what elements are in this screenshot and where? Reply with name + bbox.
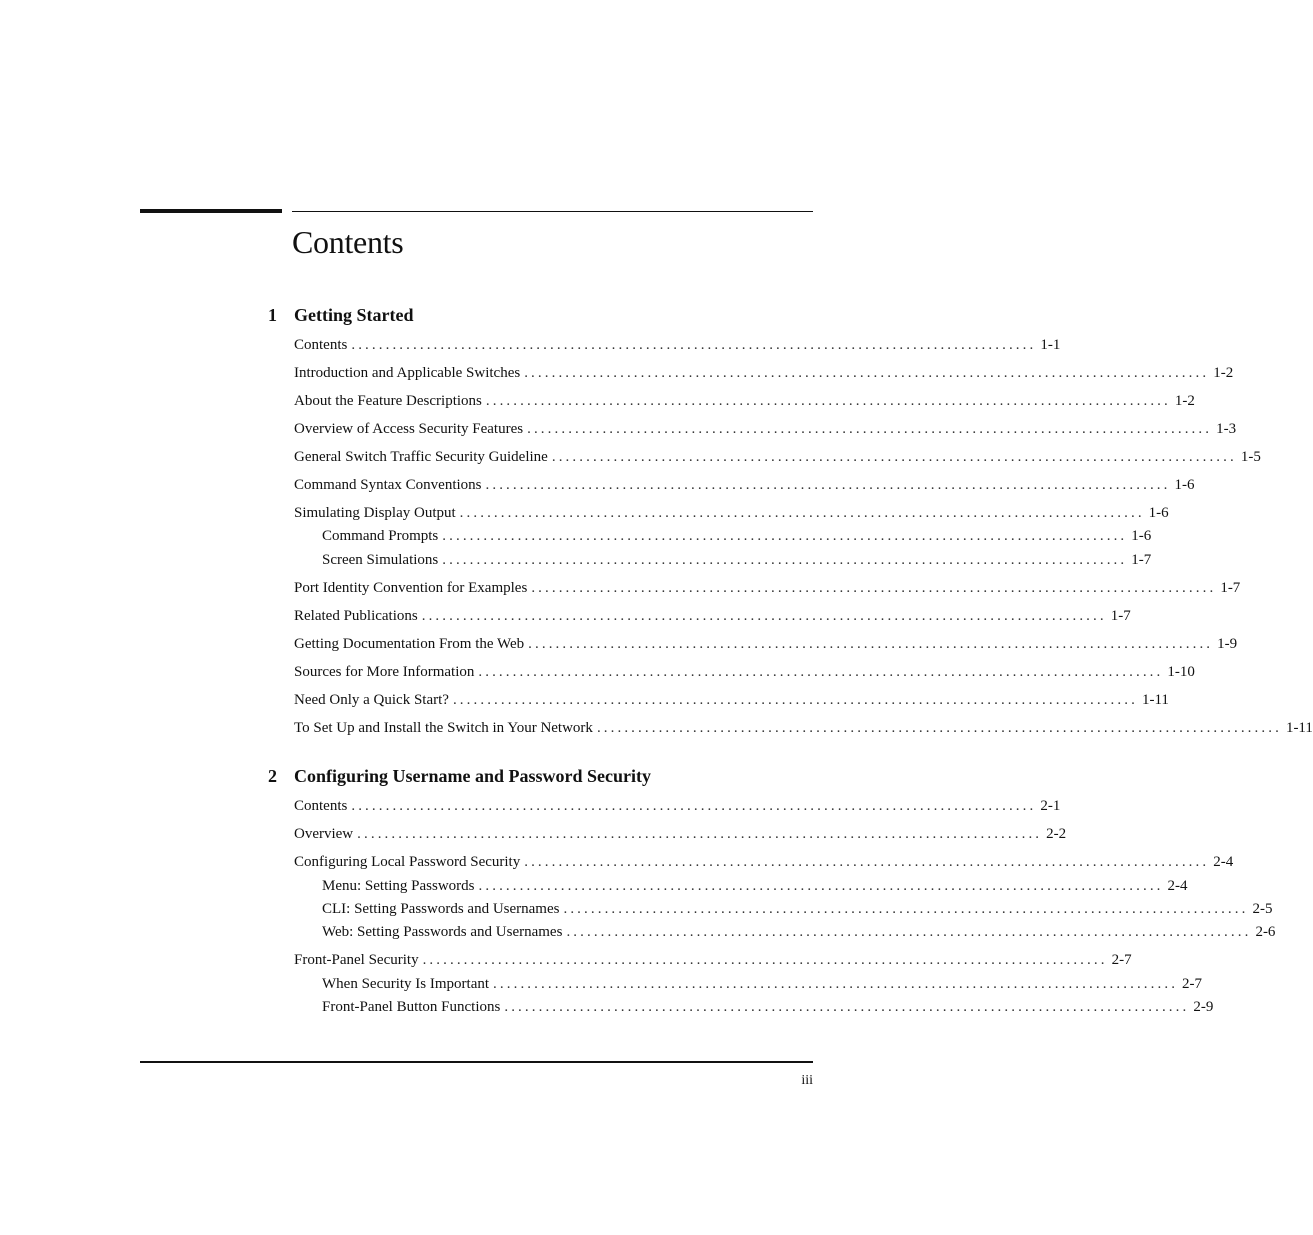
toc-entry-label: CLI: Setting Passwords and Usernames bbox=[322, 901, 560, 917]
header-rule-thin bbox=[292, 211, 813, 212]
toc-entry-label: Overview of Access Security Features bbox=[294, 421, 524, 437]
dot-leader: .................................................................................................... bbox=[563, 901, 1249, 917]
dot-leader: .................................................................................................... bbox=[566, 924, 1252, 940]
toc-entry-page: 1-5 bbox=[1240, 449, 1261, 465]
toc-entry-page: 2-4 bbox=[1167, 878, 1188, 894]
toc-entry-page: 1-1 bbox=[1040, 337, 1061, 353]
toc-entry[interactable] bbox=[294, 824, 1067, 844]
dot-leader: .................................................................................................... bbox=[442, 552, 1128, 568]
toc-entry-page: 1-6 bbox=[1174, 477, 1195, 493]
toc-entry-label: Command Syntax Conventions bbox=[294, 477, 482, 493]
dot-leader: .................................................................................................... bbox=[485, 477, 1171, 493]
dot-leader: .................................................................................................... bbox=[527, 421, 1213, 437]
toc-entry-label: Overview bbox=[294, 826, 354, 842]
dot-leader: .................................................................................................... bbox=[528, 636, 1214, 652]
toc-entry-label: Contents bbox=[294, 337, 348, 353]
dot-leader: .................................................................................................... bbox=[452, 692, 1138, 708]
dot-leader: .................................................................................................... bbox=[596, 720, 1282, 736]
toc-entry-label: Screen Simulations bbox=[322, 552, 439, 568]
toc-entry-label: Contents bbox=[294, 798, 348, 814]
dot-leader: .................................................................................................... bbox=[478, 664, 1164, 680]
toc-entry[interactable] bbox=[294, 606, 1131, 626]
toc-entry-label: Sources for More Information bbox=[294, 664, 475, 680]
toc-entry-label: Front-Panel Security bbox=[294, 952, 419, 968]
toc-entry-page: 1-6 bbox=[1131, 528, 1152, 544]
chapter-number: 1 bbox=[268, 305, 277, 325]
dot-leader: .................................................................................................... bbox=[421, 608, 1107, 624]
dot-leader: .................................................................................................... bbox=[351, 798, 1037, 814]
toc-entry[interactable] bbox=[294, 503, 1169, 523]
dot-leader: .................................................................................................... bbox=[485, 393, 1171, 409]
toc-entry-page: 1-2 bbox=[1174, 393, 1195, 409]
dot-leader: .................................................................................................... bbox=[357, 826, 1043, 842]
toc-entry[interactable] bbox=[294, 690, 1169, 710]
toc-entry-label: Command Prompts bbox=[322, 528, 439, 544]
toc-entry[interactable] bbox=[294, 662, 1195, 682]
toc-entry-page: 2-4 bbox=[1213, 854, 1234, 870]
toc-entry-page: 1-9 bbox=[1217, 636, 1238, 652]
footer-page-number: iii bbox=[801, 1073, 813, 1088]
toc-entry-page: 1-6 bbox=[1148, 505, 1169, 521]
dot-leader: .................................................................................................... bbox=[504, 999, 1190, 1015]
toc-subentry[interactable] bbox=[322, 997, 1214, 1017]
chapter-number: 2 bbox=[268, 766, 277, 786]
toc-entry-page: 2-1 bbox=[1040, 798, 1061, 814]
toc-entry-label: Web: Setting Passwords and Usernames bbox=[322, 924, 563, 940]
dot-leader: .................................................................................................... bbox=[478, 878, 1164, 894]
dot-leader: .................................................................................................... bbox=[524, 365, 1210, 381]
dot-leader: .................................................................................................... bbox=[493, 976, 1179, 992]
dot-leader: .................................................................................................... bbox=[551, 449, 1237, 465]
page-title: Contents bbox=[292, 224, 404, 260]
toc-subentry[interactable] bbox=[322, 876, 1188, 896]
toc-entry-page: 1-10 bbox=[1167, 664, 1195, 680]
toc-entry-label: Simulating Display Output bbox=[294, 505, 456, 521]
toc-subentry[interactable] bbox=[322, 550, 1152, 570]
toc-entry-page: 2-2 bbox=[1046, 826, 1067, 842]
toc-entry-page: 1-11 bbox=[1141, 692, 1169, 708]
toc-entry-page: 1-7 bbox=[1110, 608, 1131, 624]
chapter-heading[interactable] bbox=[266, 304, 811, 326]
toc-entry[interactable] bbox=[294, 391, 1195, 411]
dot-leader: .................................................................................................... bbox=[531, 580, 1217, 596]
toc-entry[interactable] bbox=[294, 718, 1313, 738]
toc-entry-label: Introduction and Applicable Switches bbox=[294, 365, 521, 381]
toc-entry-page: 2-6 bbox=[1255, 924, 1276, 940]
toc-subentry[interactable] bbox=[322, 526, 1152, 546]
toc-entry-label: To Set Up and Install the Switch in Your Network bbox=[294, 720, 593, 736]
chapter-title: Configuring Username and Password Security bbox=[294, 766, 652, 786]
chapter-title: Getting Started bbox=[294, 305, 414, 325]
toc-subentry[interactable] bbox=[322, 922, 1276, 942]
toc-entry[interactable] bbox=[294, 419, 1237, 439]
toc-entry-label: When Security Is Important bbox=[322, 976, 490, 992]
toc-entry-label: Menu: Setting Passwords bbox=[322, 878, 475, 894]
toc-subentry[interactable] bbox=[322, 974, 1203, 994]
toc-entry[interactable] bbox=[294, 335, 1061, 355]
toc-subentry[interactable] bbox=[322, 899, 1273, 919]
dot-leader: .................................................................................................... bbox=[459, 505, 1145, 521]
toc-entry-page: 2-5 bbox=[1252, 901, 1273, 917]
dot-leader: .................................................................................................... bbox=[442, 528, 1128, 544]
toc-entry-page: 2-7 bbox=[1182, 976, 1203, 992]
header-rule-thick bbox=[140, 209, 282, 213]
toc-entry-label: Getting Documentation From the Web bbox=[294, 636, 525, 652]
toc-entry-label: Front-Panel Button Functions bbox=[322, 999, 501, 1015]
toc-entry-page: 1-7 bbox=[1220, 580, 1241, 596]
toc-entry-page: 1-2 bbox=[1213, 365, 1234, 381]
dot-leader: .................................................................................................... bbox=[351, 337, 1037, 353]
toc-entry-page: 2-7 bbox=[1111, 952, 1132, 968]
toc-entry[interactable] bbox=[294, 447, 1261, 467]
toc-entry-label: Related Publications bbox=[294, 608, 418, 624]
toc-entry-label: Need Only a Quick Start? bbox=[294, 692, 449, 708]
toc-entry-label: About the Feature Descriptions bbox=[294, 393, 482, 409]
toc-entry-page: 1-11 bbox=[1285, 720, 1313, 736]
toc-entry[interactable] bbox=[294, 578, 1241, 598]
chapter-heading[interactable] bbox=[266, 765, 811, 787]
toc-entry[interactable] bbox=[294, 796, 1061, 816]
dot-leader: .................................................................................................... bbox=[524, 854, 1210, 870]
toc-entry[interactable] bbox=[294, 475, 1195, 495]
toc-entry-label: General Switch Traffic Security Guideline bbox=[294, 449, 548, 465]
toc-entry[interactable] bbox=[294, 852, 1234, 872]
toc-entry-page: 1-3 bbox=[1216, 421, 1237, 437]
toc-entry-page: 1-7 bbox=[1131, 552, 1152, 568]
toc-entry-label: Configuring Local Password Security bbox=[294, 854, 521, 870]
footer-rule bbox=[140, 1061, 813, 1063]
toc-entry-page: 2-9 bbox=[1193, 999, 1214, 1015]
dot-leader: .................................................................................................... bbox=[422, 952, 1108, 968]
toc-entry-label: Port Identity Convention for Examples bbox=[294, 580, 528, 596]
toc-entry[interactable] bbox=[294, 363, 1234, 383]
toc-entry[interactable] bbox=[294, 634, 1238, 654]
toc-entry[interactable] bbox=[294, 950, 1132, 970]
